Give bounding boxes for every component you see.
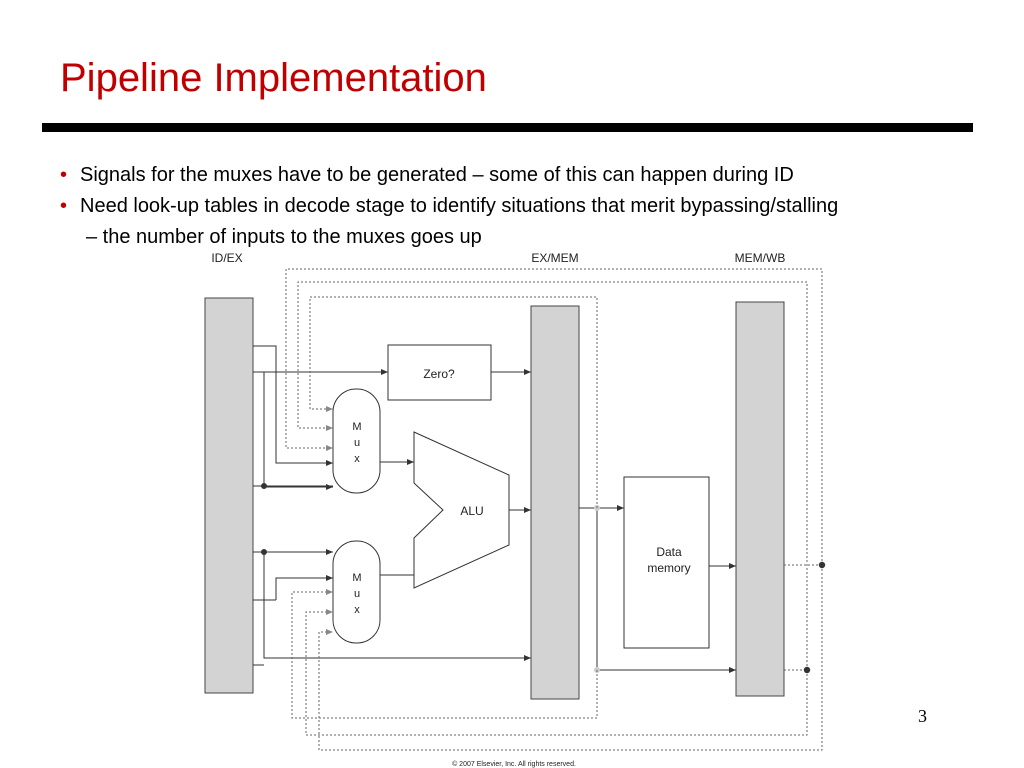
mem-wb-register bbox=[736, 302, 784, 696]
ex-mem-register bbox=[531, 306, 579, 699]
sub-bullet: – the number of inputs to the muxes goes up bbox=[86, 226, 482, 248]
junction-dot bbox=[261, 483, 267, 489]
junction-dot bbox=[804, 667, 810, 673]
bullet-text: Signals for the muxes have to be generated – some of this can happen during ID bbox=[80, 164, 794, 186]
copyright-note: © 2007 Elsevier, Inc. All rights reserved. bbox=[452, 761, 576, 768]
mux-letter: M bbox=[352, 421, 362, 433]
data-memory-label: Data bbox=[656, 545, 682, 559]
bullet-dot-icon: • bbox=[60, 164, 68, 186]
id-ex-register bbox=[205, 298, 253, 693]
slide-title: Pipeline Implementation bbox=[60, 56, 487, 100]
zero-check-label: Zero? bbox=[423, 367, 455, 381]
mem-wb-label: MEM/WB bbox=[734, 251, 786, 265]
id-ex-label: ID/EX bbox=[211, 251, 243, 265]
page-number: 3 bbox=[918, 706, 927, 726]
junction-dot bbox=[819, 562, 825, 568]
mux-letter: M bbox=[352, 572, 362, 584]
data-memory-label: memory bbox=[647, 561, 691, 575]
mux-letter: x bbox=[354, 604, 360, 616]
mux-letter: u bbox=[353, 588, 361, 600]
alu-label: ALU bbox=[460, 504, 484, 518]
ex-mem-label: EX/MEM bbox=[531, 251, 579, 265]
bullet-dot-icon: • bbox=[60, 195, 68, 217]
mux-letter: u bbox=[353, 437, 361, 449]
bullet-text: Need look-up tables in decode stage to identify situations that merit bypassing/stalling bbox=[80, 195, 839, 217]
mux-letter: x bbox=[354, 453, 360, 465]
junction-dot bbox=[261, 549, 267, 555]
